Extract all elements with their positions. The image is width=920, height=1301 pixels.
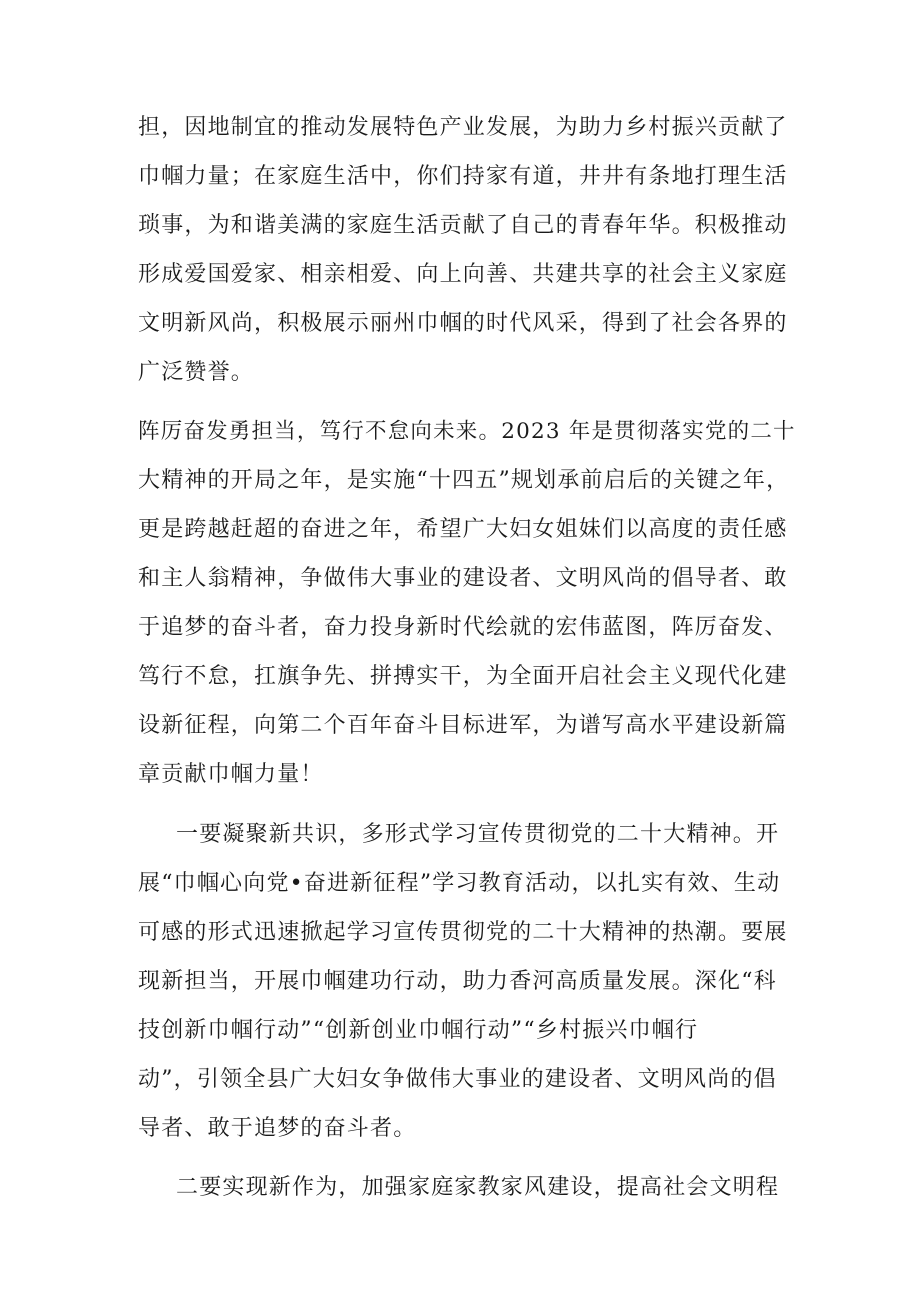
text-line: 技创新巾帼行动”“创新创业巾帼行动”“乡村振兴巾帼行 xyxy=(138,1018,699,1043)
text-line: 于追梦的奋斗者，奋力投身新时代绘就的宏伟蓝图，阵厉奋发、 xyxy=(138,615,788,640)
text-line: 担，因地制宜的推动发展特色产业发展，为助力乡村振兴贡献了 xyxy=(138,115,788,140)
text-line: 文明新风尚，积极展示丽州巾帼的时代风采，得到了社会各界的 xyxy=(138,311,788,336)
text-line: 可感的形式迅速掀起学习宣传贯彻党的二十大精神的热潮。要展 xyxy=(138,920,788,945)
text-line: 动”，引领全县广大妇女争做伟大事业的建设者、文明风尚的倡 xyxy=(138,1067,777,1092)
text-line: 章贡献巾帼力量！ xyxy=(138,762,324,787)
text-line: 现新担当，开展巾帼建功行动，助力香河高质量发展。深化“科 xyxy=(138,969,777,994)
text-line: 设新征程，向第二个百年奋斗目标进军，为谱写高水平建设新篇 xyxy=(138,713,788,738)
text-line: 巾帼力量；在家庭生活中，你们持家有道，井井有条地打理生活 xyxy=(138,164,788,189)
text-line: 笃行不怠，扛旗争先、拼搏实干，为全面开启社会主义现代化建 xyxy=(138,664,788,689)
text-line: 二要实现新作为，加强家庭家教家风建设，提高社会文明程 xyxy=(176,1175,780,1200)
text-line: 和主人翁精神，争做伟大事业的建设者、文明风尚的倡导者、敢 xyxy=(138,566,788,591)
text-line: 琐事，为和谐美满的家庭生活贡献了自己的青春年华。积极推动 xyxy=(138,213,788,238)
text-line: 形成爱国爱家、相亲相爱、向上向善、共建共享的社会主义家庭 xyxy=(138,262,788,287)
text-line: 一要凝聚新共识，多形式学习宣传贯彻党的二十大精神。开 xyxy=(176,822,780,847)
text-line: 导者、敢于追梦的奋斗者。 xyxy=(138,1116,417,1141)
text-line: 阵厉奋发勇担当，笃行不怠向未来。2023 年是贯彻落实党的二十 xyxy=(138,419,796,444)
text-line: 广泛赞誉。 xyxy=(138,360,255,385)
text-line: 大精神的开局之年，是实施“十四五”规划承前启后的关键之年， xyxy=(138,468,790,493)
text-line: 更是跨越赶超的奋进之年，希望广大妇女姐妹们以高度的责任感 xyxy=(138,517,788,542)
text-line: 展“巾帼心向党•奋进新征程”学习教育活动，以扎实有效、生动 xyxy=(138,871,781,896)
